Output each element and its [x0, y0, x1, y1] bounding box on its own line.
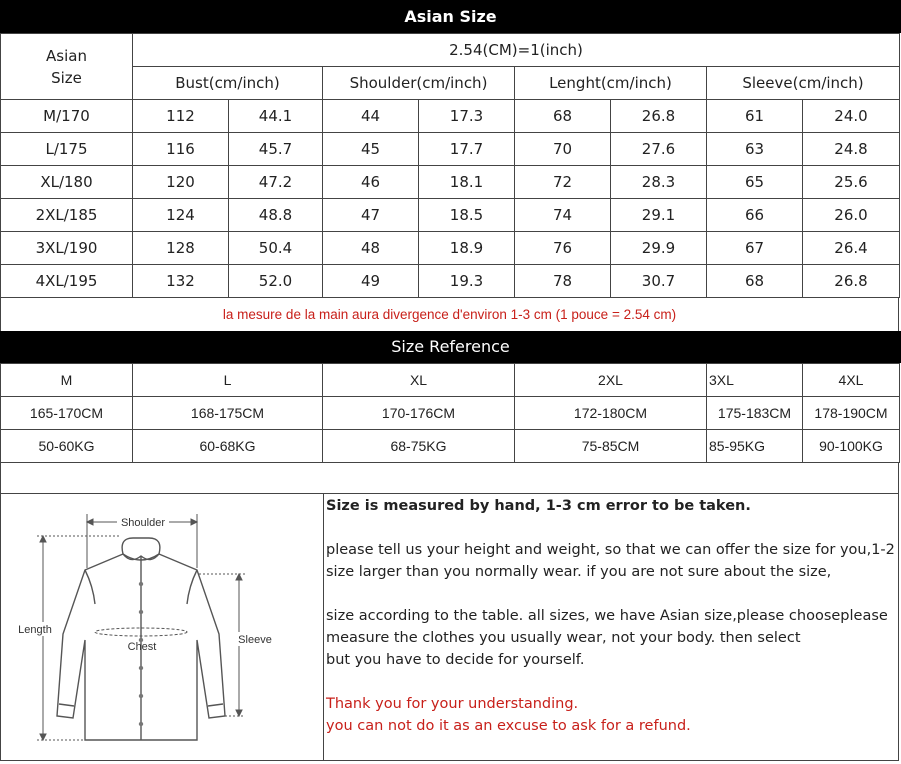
measurement-cell: 25.6: [803, 166, 900, 199]
measurement-cell: 128: [133, 232, 229, 265]
shirt-illustration: [1, 494, 324, 760]
label-shoulder: Shoulder: [120, 517, 166, 529]
ref-weight-cell: 50-60KG: [1, 430, 133, 463]
instructions-text: [326, 494, 896, 737]
label-length: Length: [18, 624, 52, 636]
header-shoulder: Shoulder(cm/inch): [323, 67, 515, 100]
measurement-cell: 61: [707, 100, 803, 133]
size-label-cell: 2XL/185: [1, 199, 133, 232]
measurement-cell: 76: [515, 232, 611, 265]
measurement-cell: 65: [707, 166, 803, 199]
page-title: Asian Size: [0, 0, 901, 33]
table-row: [1, 133, 900, 166]
ref-size-cell: 4XL: [803, 364, 900, 397]
table-row: [1, 265, 900, 298]
measurement-cell: 47.2: [229, 166, 323, 199]
conversion-note: 2.54(CM)=1(inch): [133, 34, 900, 67]
measurement-cell: 63: [707, 133, 803, 166]
measurement-cell: 45: [323, 133, 419, 166]
ref-weight-cell: 68-75KG: [323, 430, 515, 463]
measurement-cell: 17.7: [419, 133, 515, 166]
measurement-cell: 70: [515, 133, 611, 166]
instructions-heading: Size is measured by hand, 1-3 cm error to be taken.: [326, 498, 751, 514]
measurement-cell: 24.0: [803, 100, 900, 133]
reference-row: [1, 430, 900, 463]
ref-height-cell: 165-170CM: [1, 397, 133, 430]
measurement-cell: 48: [323, 232, 419, 265]
measurement-cell: 44: [323, 100, 419, 133]
table-row: [1, 166, 900, 199]
size-label-cell: L/175: [1, 133, 133, 166]
measurement-cell: 27.6: [611, 133, 707, 166]
measurement-cell: 72: [515, 166, 611, 199]
measurement-note: la mesure de la main aura divergence d'environ 1-3 cm (1 pouce = 2.54 cm): [0, 298, 899, 331]
label-sleeve: Sleeve: [238, 634, 272, 646]
measurement-cell: 29.1: [611, 199, 707, 232]
size-table: [0, 33, 900, 298]
shirt-diagram: [1, 494, 323, 760]
ref-size-cell: 3XL: [707, 364, 803, 397]
header-sleeve: Sleeve(cm/inch): [707, 67, 900, 100]
ref-height-cell: 168-175CM: [133, 397, 323, 430]
reference-table: [0, 363, 900, 463]
measurement-cell: 48.8: [229, 199, 323, 232]
ref-height-cell: 172-180CM: [515, 397, 707, 430]
ref-height-cell: 178-190CM: [803, 397, 900, 430]
ref-size-cell: XL: [323, 364, 515, 397]
corner-line-2: Size: [51, 68, 82, 87]
measurement-cell: 47: [323, 199, 419, 232]
size-reference-title: Size Reference: [0, 331, 901, 363]
ref-size-cell: 2XL: [515, 364, 707, 397]
ref-weight-cell: 60-68KG: [133, 430, 323, 463]
ref-weight-cell: 85-95KG: [707, 430, 803, 463]
measurement-cell: 68: [707, 265, 803, 298]
measurement-cell: 52.0: [229, 265, 323, 298]
ref-weight-cell: 90-100KG: [803, 430, 900, 463]
instructions-p2-line1: size according to the table. all sizes, we have Asian size,please chooseplease: [326, 608, 888, 624]
measurement-cell: 120: [133, 166, 229, 199]
ref-weight-cell: 75-85CM: [515, 430, 707, 463]
size-label-cell: 4XL/195: [1, 265, 133, 298]
ref-height-cell: 170-176CM: [323, 397, 515, 430]
measurement-cell: 24.8: [803, 133, 900, 166]
measurement-cell: 49: [323, 265, 419, 298]
instructions-p2-line3: but you have to decide for yourself.: [326, 652, 585, 668]
measurement-cell: 26.4: [803, 232, 900, 265]
size-label-cell: M/170: [1, 100, 133, 133]
instructions-red-line1: Thank you for your understanding.: [326, 696, 579, 712]
measurement-cell: 17.3: [419, 100, 515, 133]
size-label-cell: XL/180: [1, 166, 133, 199]
instructions-p1-line2: size larger than you normally wear. if you are not sure about the size,: [326, 564, 832, 580]
measurement-cell: 124: [133, 199, 229, 232]
measurement-cell: 46: [323, 166, 419, 199]
measurement-cell: 78: [515, 265, 611, 298]
measurement-cell: 67: [707, 232, 803, 265]
header-length: Lenght(cm/inch): [515, 67, 707, 100]
measurement-cell: 26.8: [611, 100, 707, 133]
measurement-cell: 18.5: [419, 199, 515, 232]
header-bust: Bust(cm/inch): [133, 67, 323, 100]
corner-line-1: Asian: [46, 46, 87, 65]
measurement-cell: 30.7: [611, 265, 707, 298]
measurement-cell: 132: [133, 265, 229, 298]
ref-size-cell: M: [1, 364, 133, 397]
table-row: [1, 100, 900, 133]
label-chest: Chest: [127, 641, 157, 653]
reference-row: [1, 397, 900, 430]
ref-height-cell: 175-183CM: [707, 397, 803, 430]
measurement-cell: 45.7: [229, 133, 323, 166]
measurement-cell: 19.3: [419, 265, 515, 298]
spacer-row: [0, 462, 899, 494]
size-label-cell: 3XL/190: [1, 232, 133, 265]
measurement-cell: 18.9: [419, 232, 515, 265]
table-row: [1, 199, 900, 232]
measurement-cell: 28.3: [611, 166, 707, 199]
measurement-cell: 18.1: [419, 166, 515, 199]
table-row: [1, 232, 900, 265]
instructions-red-line2: you can not do it as an excuse to ask for a refund.: [326, 718, 691, 734]
measurement-cell: 29.9: [611, 232, 707, 265]
measurement-cell: 44.1: [229, 100, 323, 133]
asian-size-header: [1, 34, 133, 100]
reference-row: [1, 364, 900, 397]
measurement-cell: 50.4: [229, 232, 323, 265]
instructions-section: [0, 493, 899, 761]
measurement-cell: 116: [133, 133, 229, 166]
measurement-cell: 74: [515, 199, 611, 232]
measurement-cell: 68: [515, 100, 611, 133]
measurement-cell: 26.0: [803, 199, 900, 232]
measurement-cell: 66: [707, 199, 803, 232]
instructions-p1-line1: please tell us your height and weight, so that we can offer the size for you,1-2: [326, 542, 895, 558]
instructions-p2-line2: measure the clothes you usually wear, not your body. then select: [326, 630, 801, 646]
measurement-cell: 26.8: [803, 265, 900, 298]
measurement-cell: 112: [133, 100, 229, 133]
ref-size-cell: L: [133, 364, 323, 397]
